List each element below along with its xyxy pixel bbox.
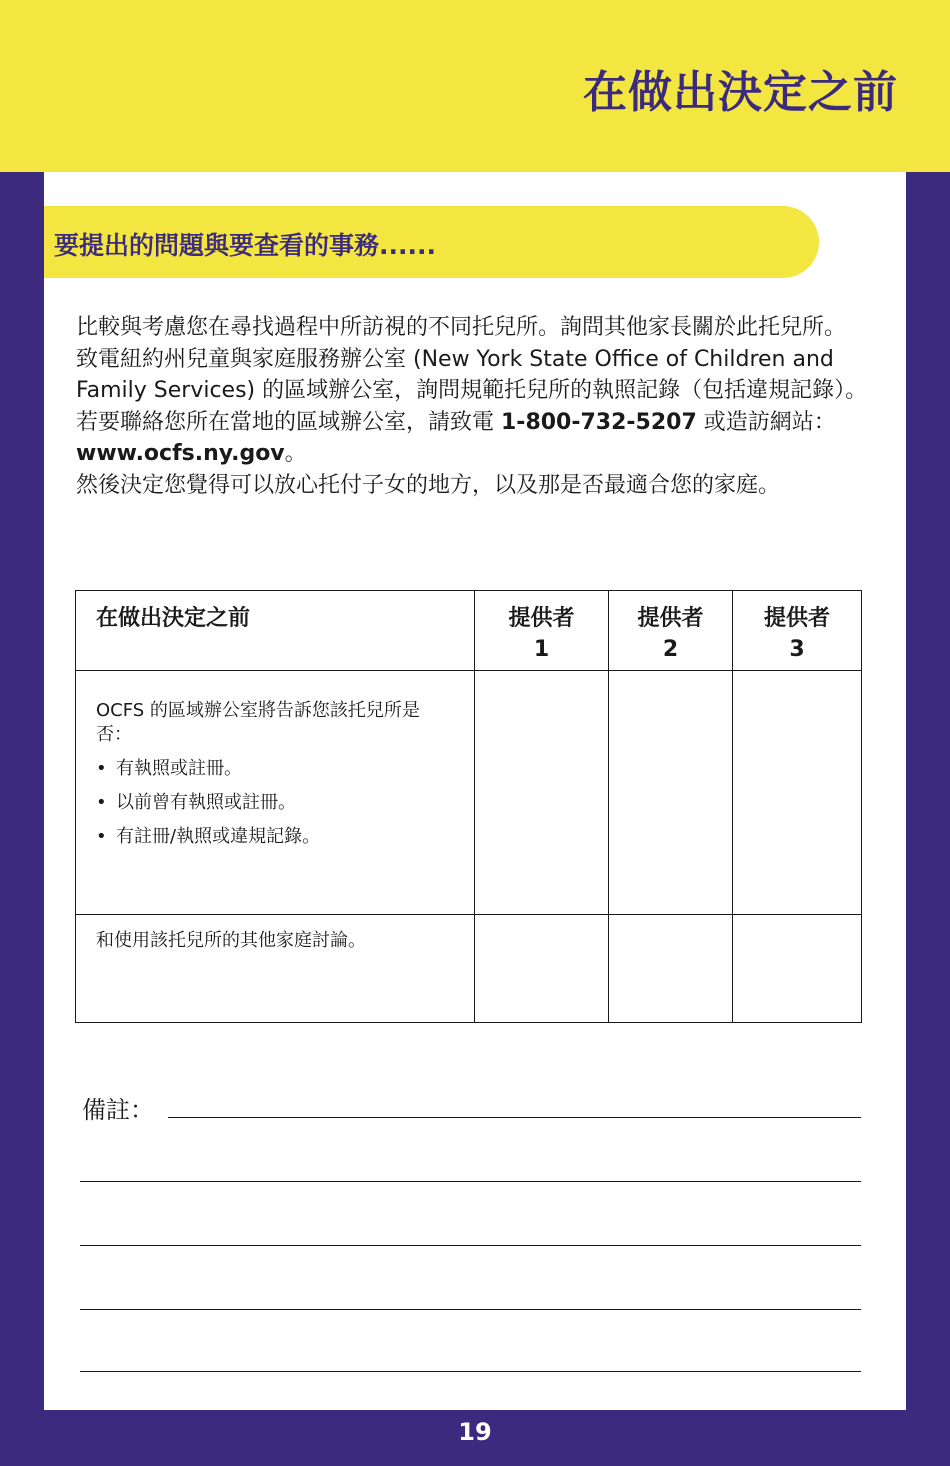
- provider-3-header: [733, 591, 862, 671]
- list-item: • 有執照或註冊。: [96, 757, 454, 781]
- row-discuss-families: 和使用該托兒所的其他家庭討論。: [76, 915, 475, 1023]
- provider-2-cell[interactable]: [609, 671, 733, 915]
- table-header-label: 在做出決定之前: [76, 591, 475, 671]
- provider-checklist-table: [75, 590, 862, 1023]
- section-title: 要提出的問題與要查看的事務......: [54, 231, 436, 260]
- table-row: [76, 915, 862, 1023]
- provider-label: 提供者: [508, 606, 575, 631]
- notes-line[interactable]: [168, 1117, 861, 1118]
- intro-text: [76, 312, 876, 501]
- notes-line[interactable]: [80, 1371, 861, 1372]
- bullet-list: [96, 757, 454, 849]
- provider-1-cell[interactable]: [475, 671, 609, 915]
- provider-1-cell[interactable]: [475, 915, 609, 1023]
- provider-3-cell[interactable]: [733, 915, 862, 1023]
- provider-number: 3: [789, 637, 805, 662]
- provider-label: 提供者: [763, 606, 830, 631]
- list-item: • 以前曾有執照或註冊。: [96, 791, 454, 815]
- intro-p2-text-c: 。: [284, 441, 307, 466]
- intro-paragraph-2: [76, 344, 876, 470]
- list-item: • 有註冊/執照或違規記錄。: [96, 825, 454, 849]
- intro-p2-text-a: 致電紐約州兒童與家庭服務辦公室 (New York State Office of Children and Family Services) 的區域辦公室，詢問規範托兒所的執照記錄（包括違規記錄）。若要聯絡您所在當地的區域辦公室，請致電: [76, 346, 868, 435]
- row-intro-text: OCFS 的區域辦公室將告訴您該托兒所是否：: [96, 700, 420, 745]
- table-header-row: [76, 591, 862, 671]
- intro-paragraph-3: 然後決定您覺得可以放心托付子女的地方，以及那是否最適合您的家庭。: [76, 472, 781, 498]
- page-title: 在做出決定之前: [583, 67, 898, 118]
- notes-line[interactable]: [80, 1309, 861, 1310]
- content-panel: [44, 172, 906, 1410]
- notes-line[interactable]: [80, 1181, 861, 1182]
- provider-3-cell[interactable]: [733, 671, 862, 915]
- intro-p2-text-b: 或造訪網站：: [696, 409, 836, 435]
- intro-paragraph-1: 比較與考慮您在尋找過程中所訪視的不同托兒所。詢問其他家長關於此托兒所。: [76, 315, 847, 340]
- section-banner: [44, 206, 819, 278]
- provider-2-header: [609, 591, 733, 671]
- phone-number: 1-800-732-5207: [501, 409, 697, 435]
- header-band: [0, 0, 950, 172]
- row-ocfs-description: [76, 671, 475, 915]
- page-number: 19: [458, 1418, 492, 1446]
- table-row: [76, 671, 862, 915]
- provider-2-cell[interactable]: [609, 915, 733, 1023]
- notes-line[interactable]: [80, 1245, 861, 1246]
- provider-label: 提供者: [637, 606, 704, 631]
- notes-label: 備註：: [82, 1096, 154, 1124]
- website-link[interactable]: www.ocfs.ny.gov: [76, 441, 285, 466]
- provider-number: 2: [662, 637, 679, 662]
- provider-1-header: [475, 591, 609, 671]
- provider-number: 1: [533, 637, 550, 662]
